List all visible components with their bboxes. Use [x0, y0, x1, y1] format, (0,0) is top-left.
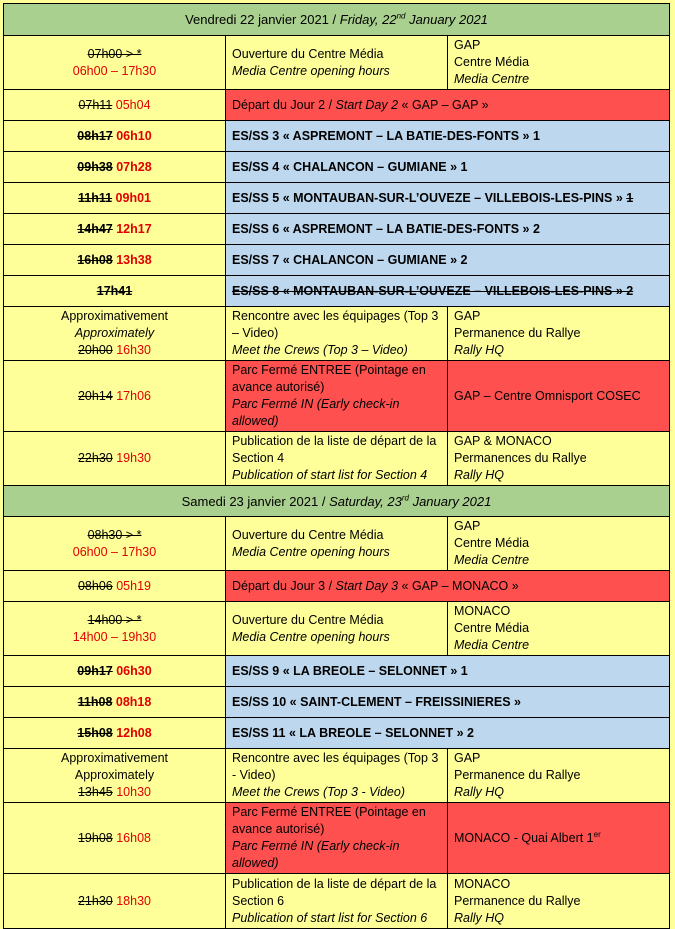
location-line: Permanence du Rallye	[454, 893, 581, 908]
old-time: 08h06	[77, 578, 113, 593]
schedule-row	[4, 307, 670, 361]
schedule-row	[4, 36, 670, 90]
old-time: 11h11	[77, 190, 113, 205]
description-cell	[226, 749, 448, 803]
description-fr: Parc Fermé ENTREE (Pointage en avance autorisé)	[232, 805, 426, 836]
description-fr: Rencontre avec les équipages (Top 3 - Video)	[232, 751, 439, 782]
new-time: 18h30	[116, 893, 151, 908]
time-cell	[4, 183, 226, 214]
old-time: 07h00 > *	[87, 46, 142, 61]
description-fr: Ouverture du Centre Média	[232, 527, 384, 542]
description-en: Parc Fermé IN (Early check-in allowed)	[232, 397, 400, 428]
new-time: 06h10	[116, 128, 152, 143]
location-line-en: Rally HQ	[454, 468, 505, 482]
description-en: Meet the Crews (Top 3 – Video)	[232, 343, 408, 357]
location-line-en: Rally HQ	[454, 343, 505, 357]
description-fr: Ouverture du Centre Média	[232, 46, 384, 61]
time-cell	[4, 432, 226, 486]
location-text: MONACO - Quai Albert 1	[454, 830, 594, 845]
description-cell	[226, 361, 448, 432]
time-cell	[4, 361, 226, 432]
description-cell	[226, 432, 448, 486]
description-en: Media Centre opening hours	[232, 544, 390, 559]
time-cell	[4, 803, 226, 874]
new-time: 08h18	[115, 694, 152, 709]
description-cell	[226, 517, 448, 571]
time-cell	[4, 307, 226, 361]
old-time: 22h30	[77, 451, 113, 465]
location-cell	[448, 432, 670, 486]
location-line: MONACO	[454, 876, 511, 891]
description-fr: Publication de la liste de départ de la Section 4	[232, 434, 437, 465]
time-cell	[4, 121, 226, 152]
location-line-en: Media Centre	[454, 638, 530, 652]
location-cell	[448, 307, 670, 361]
new-time: 14h00 – 19h30	[72, 629, 157, 644]
location-cell	[448, 602, 670, 656]
schedule-row	[4, 90, 670, 121]
new-time: 07h28	[116, 159, 152, 174]
description-en: Media Centre opening hours	[232, 629, 390, 644]
schedule-row	[4, 874, 670, 929]
new-time: 06h00 – 17h30	[72, 63, 157, 78]
route: « GAP – GAP »	[398, 97, 489, 112]
time-cell	[4, 602, 226, 656]
location-line: GAP	[454, 38, 481, 52]
location-line-en: Rally HQ	[454, 785, 505, 799]
new-time: 12h17	[116, 221, 152, 236]
new-time: 05h04	[115, 97, 151, 112]
day-header-en	[329, 494, 491, 509]
location-cell	[448, 749, 670, 803]
route: « GAP – MONACO »	[398, 578, 519, 593]
day-header-en-text: January 2021	[408, 493, 492, 509]
day-header-cell	[4, 486, 670, 517]
description-fr: Départ du Jour 3 /	[232, 578, 336, 593]
day-header-en-text: Friday, 22	[339, 12, 397, 27]
new-time: 19h30	[116, 451, 151, 465]
separator: /	[328, 12, 340, 27]
separator: /	[318, 493, 330, 509]
location-line-en: Rally HQ	[454, 910, 505, 925]
day-header-fr: Samedi 23 janvier 2021	[181, 493, 319, 509]
old-time: 16h08	[77, 252, 113, 267]
ordinal-suffix: rd	[401, 493, 409, 503]
time-cell	[4, 687, 226, 718]
day-header-fr: Vendredi 22 janvier 2021	[185, 12, 329, 27]
location-line-en: Media Centre	[454, 553, 530, 567]
old-time: 11h08	[77, 694, 113, 709]
stage-name: ES/SS 8 « MONTAUBAN-SUR-L’OUVEZE – VILLEBOIS-LES-PINS » 2	[226, 276, 670, 307]
new-time: 17h06	[116, 388, 151, 403]
old-time: 15h08	[77, 725, 113, 740]
stage-pass-struck: 1	[626, 190, 634, 205]
new-time: 05h19	[116, 578, 151, 593]
location-line: GAP & MONACO	[454, 434, 552, 448]
day-header-en-text: January 2021	[405, 12, 488, 27]
time-cell	[4, 36, 226, 90]
description-cell	[226, 803, 448, 874]
old-time: 14h47	[77, 221, 113, 236]
stage-row	[4, 183, 670, 214]
stage-name: ES/SS 10 « SAINT-CLEMENT – FREISSINIERES »	[226, 687, 670, 718]
location-line-en: Media Centre	[454, 72, 530, 86]
description-en: Meet the Crews (Top 3 - Video)	[232, 785, 405, 799]
location-cell	[448, 517, 670, 571]
day-header-en	[340, 12, 488, 27]
new-time: 16h30	[116, 343, 151, 357]
approx-label-en: Approximately	[74, 326, 155, 340]
old-time: 08h17	[77, 128, 113, 143]
description-en: Publication of start list for Section 6	[232, 910, 428, 925]
stage-row	[4, 718, 670, 749]
new-time: 12h08	[116, 725, 152, 740]
location-cell: GAP – Centre Omnisport COSEC	[448, 361, 670, 432]
description-cell	[226, 36, 448, 90]
location-line: Permanence du Rallye	[454, 326, 581, 340]
new-time: 13h38	[116, 252, 152, 267]
stage-row	[4, 152, 670, 183]
description-fr: Ouverture du Centre Média	[232, 612, 384, 627]
old-time: 13h45	[77, 785, 113, 799]
time-cell	[4, 214, 226, 245]
new-time: 06h30	[116, 663, 152, 678]
time-cell	[4, 276, 226, 307]
day-header	[4, 486, 670, 517]
description-cell	[226, 90, 670, 121]
ordinal-suffix: er	[593, 829, 601, 839]
old-time: 08h30 > *	[87, 527, 142, 542]
new-time: 10h30	[116, 785, 151, 799]
stage-row-cancelled	[4, 276, 670, 307]
description-fr: Publication de la liste de départ de la Section 6	[232, 876, 437, 908]
location-line: Centre Média	[454, 621, 530, 635]
location-line: GAP	[454, 751, 481, 765]
time-cell	[4, 571, 226, 602]
description-fr: Départ du Jour 2 /	[232, 97, 336, 112]
stage-row	[4, 656, 670, 687]
old-time: 20h14	[77, 388, 113, 403]
description-en: Parc Fermé IN (Early check-in allowed)	[232, 839, 400, 870]
old-time: 09h17	[77, 663, 113, 678]
new-time: 09h01	[115, 190, 151, 205]
stage-name: ES/SS 3 « ASPREMONT – LA BATIE-DES-FONTS » 1	[226, 121, 670, 152]
schedule-table	[3, 3, 670, 929]
old-time: 21h30	[77, 893, 113, 908]
description-en: Start Day 2	[335, 97, 399, 112]
old-time: 09h38	[77, 159, 113, 174]
description-cell	[226, 874, 448, 929]
stage-name: ES/SS 6 « ASPREMONT – LA BATIE-DES-FONTS » 2	[226, 214, 670, 245]
time-cell	[4, 152, 226, 183]
schedule-row	[4, 361, 670, 432]
stage-row	[4, 245, 670, 276]
old-time: 14h00 > *	[87, 612, 142, 627]
stage-name: ES/SS 9 « LA BREOLE – SELONNET » 1	[226, 656, 670, 687]
time-cell	[4, 517, 226, 571]
schedule-row	[4, 432, 670, 486]
new-time: 06h00 – 17h30	[72, 544, 157, 559]
stage-name	[226, 183, 670, 214]
stage-row	[4, 121, 670, 152]
location-line: GAP	[454, 519, 481, 533]
old-time: 07h11	[78, 97, 113, 112]
old-time: 17h41	[96, 283, 133, 298]
stage-name: ES/SS 11 « LA BREOLE – SELONNET » 2	[226, 718, 670, 749]
location-cell	[448, 874, 670, 929]
location-line: Permanences du Rallye	[454, 451, 587, 465]
schedule-row	[4, 571, 670, 602]
stage-row	[4, 214, 670, 245]
stage-name: ES/SS 7 « CHALANCON – GUMIANE » 2	[226, 245, 670, 276]
time-cell	[4, 245, 226, 276]
location-line: MONACO	[454, 604, 511, 618]
approx-label-en: Approximately	[74, 768, 155, 782]
description-cell	[226, 571, 670, 602]
location-cell	[448, 803, 670, 874]
day-header-en-text: Saturday, 23	[329, 493, 402, 509]
schedule-row	[4, 749, 670, 803]
time-cell	[4, 656, 226, 687]
day-header-cell	[4, 4, 670, 36]
description-fr: Parc Fermé ENTREE (Pointage en avance autorisé)	[232, 363, 426, 394]
old-time: 20h00	[77, 343, 113, 357]
new-time: 16h08	[116, 830, 151, 845]
time-cell	[4, 749, 226, 803]
time-cell	[4, 90, 226, 121]
location-cell	[448, 36, 670, 90]
description-en: Media Centre opening hours	[232, 63, 390, 78]
description-fr: Rencontre avec les équipages (Top 3 – Video)	[232, 309, 439, 340]
schedule-row	[4, 602, 670, 656]
location-line: GAP	[454, 309, 481, 323]
stage-row	[4, 687, 670, 718]
old-time: 19h08	[77, 830, 113, 845]
schedule-row	[4, 803, 670, 874]
description-en: Start Day 3	[335, 578, 399, 593]
location-line: Centre Média	[454, 55, 530, 69]
description-en: Publication of start list for Section 4	[232, 468, 428, 482]
description-cell	[226, 307, 448, 361]
stage-name: ES/SS 4 « CHALANCON – GUMIANE » 1	[226, 152, 670, 183]
location-line: Centre Média	[454, 536, 530, 550]
day-header	[4, 4, 670, 36]
approx-label: Approximativement	[61, 751, 168, 765]
schedule-row	[4, 517, 670, 571]
ordinal-suffix: nd	[396, 11, 406, 21]
approx-label: Approximativement	[61, 309, 168, 323]
stage-name-text: ES/SS 5 « MONTAUBAN-SUR-L’OUVEZE – VILLEBOIS-LES-PINS »	[232, 190, 627, 205]
time-cell	[4, 874, 226, 929]
description-cell	[226, 602, 448, 656]
location-line: Permanence du Rallye	[454, 768, 581, 782]
time-cell	[4, 718, 226, 749]
